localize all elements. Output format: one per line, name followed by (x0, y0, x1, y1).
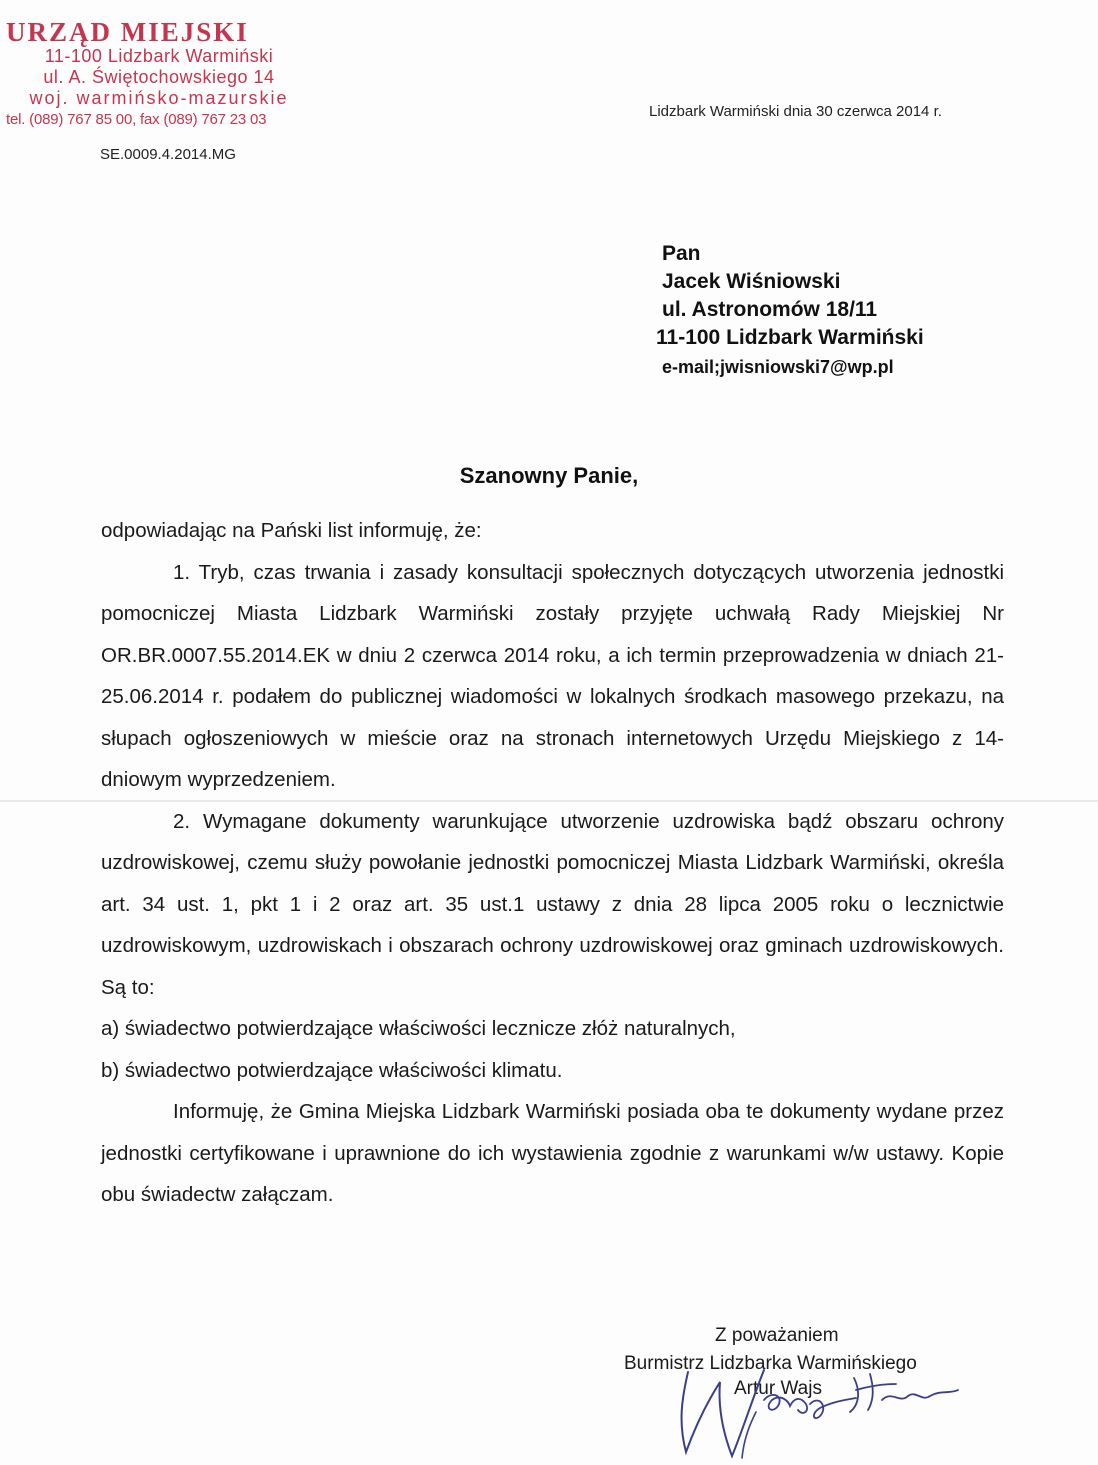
addressee-city: 11-100 Lidzbark Warmiński (656, 326, 924, 349)
stamp-street: ul. A. Świętochowskiego 14 (43, 67, 275, 87)
addressee-name: Jacek Wiśniowski (662, 270, 841, 293)
addressee-email: e-mail;jwisniowski7@wp.pl (662, 357, 894, 377)
salutation: Szanowny Panie, (459, 463, 639, 488)
signatory-position: Burmistrz Lidzbarka Warmińskiego (624, 1353, 917, 1374)
final-paragraph: Informuję, że Gmina Miejska Lidzbark Warmiński posiada oba te dokumenty wydane przez jednostki certyfikowane i uprawnione do ich wystawienia zgodnie z warunkami w/w ustawy. Kopie obu świadectw załączam. (101, 1100, 1004, 1206)
addressee-block (656, 240, 924, 382)
addressee-title: Pan (662, 242, 701, 265)
point-2-paragraph: 2. Wymagane dokumenty warunkujące utworzenie uzdrowiska bądź obszaru ochrony uzdrowiskowej, czemu służy powołanie jednostki pomocniczej Miasta Lidzbark Warmiński, określa art. 34 ust. 1, pkt 1 i 2 oraz art. 35 ust.1 ustawy z dnia 28 lipca 2005 roku o lecznictwie uzdrowiskowym, uzdrowiskach i obszarach ochrony uzdrowiskowej oraz gminach uzdrowiskowych. Są to: (101, 809, 1004, 999)
intro-paragraph: odpowiadając na Pański list informuję, że: (101, 519, 482, 542)
handwritten-signature (660, 1360, 970, 1465)
stamp-postal-city: 11-100 Lidzbark Warmiński (44, 46, 274, 66)
closing-regards: Z poważaniem (715, 1325, 839, 1346)
office-stamp (4, 18, 314, 130)
stamp-title: URZĄD MIEJSKI (6, 17, 249, 47)
date-line: Lidzbark Warmiński dnia 30 czerwca 2014 r. (649, 103, 942, 120)
list-item-b: b) świadectwo potwierdzające właściwości klimatu. (101, 1058, 563, 1082)
point-1-paragraph: 1. Tryb, czas trwania i zasady konsultacji społecznych dotyczących utworzenia jednostki pomocniczej Miasta Lidzbark Warmiński zostały przyjęte uchwałą Rady Miejskiej Nr OR.BR.0007.55.2014.EK w dniu 2 czerwca 2014 roku, a ich termin przeprowadzenia w dniach 21-25.06.2014 r. podałem do publicznej wiadomości w lokalnych środkach masowego przekazu, na słupach ogłoszeniowych w mieście oraz na stronach internetowych Urzędu Miejskiego z 14-dniowym wyprzedzeniem. (101, 560, 1004, 791)
reference-number: SE.0009.4.2014.MG (100, 146, 236, 163)
stamp-voivodeship: woj. warmińsko-mazurskie (29, 88, 289, 108)
addressee-street: ul. Astronomów 18/11 (662, 298, 878, 321)
list-item-a: a) świadectwo potwierdzające właściwości lecznicze złóż naturalnych, (101, 1017, 736, 1040)
signatory-name: Artur Wajs (734, 1378, 822, 1399)
letter-body (101, 510, 1004, 1216)
stamp-phone-fax: tel. (089) 767 85 00, fax (089) 767 23 03 (6, 111, 267, 128)
